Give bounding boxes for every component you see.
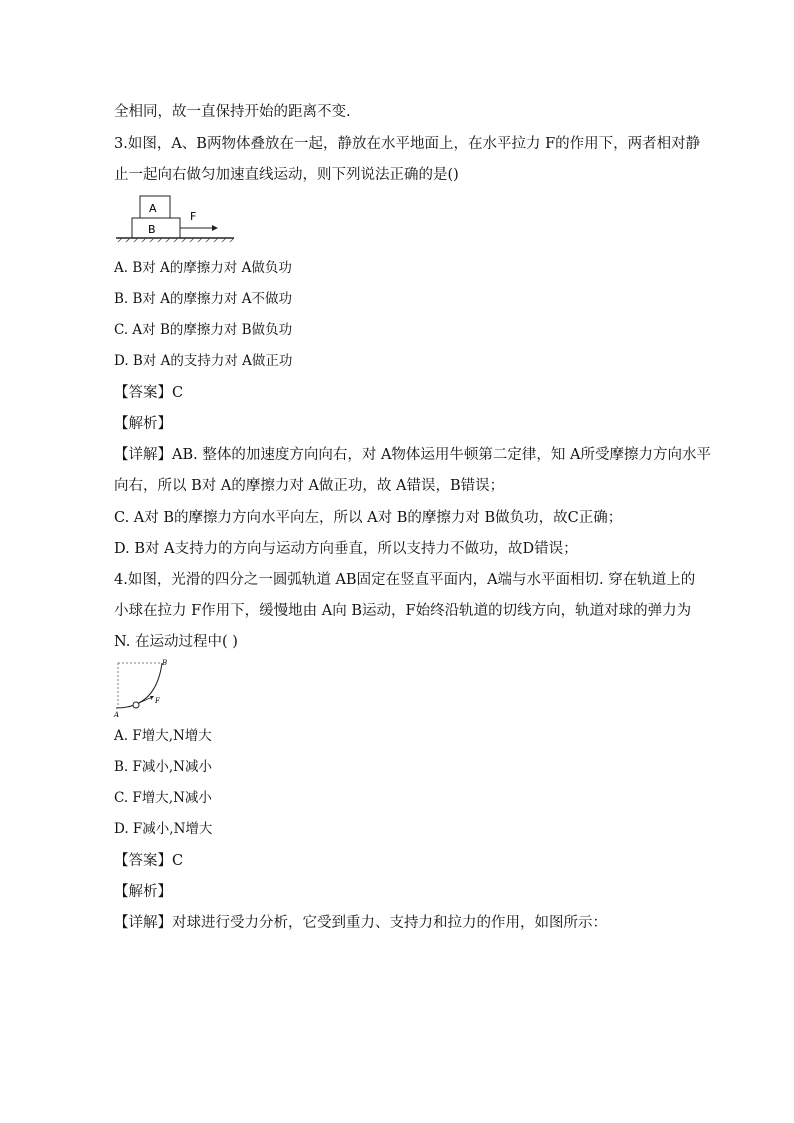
option-c: C. F增大,N减小 [114,790,212,806]
analysis-label: 【解析】 [114,416,172,432]
question-3-stem: 止一起向右做匀加速直线运动，则下列说法正确的是() [114,167,459,183]
question-4-stem: N. 在运动过程中( ) [114,634,238,650]
option-b: B. F减小,N减小 [114,759,212,775]
option-d: D. F减小,N增大 [114,821,213,837]
option-d: D. B对 A的支持力对 A做正功 [114,353,293,369]
answer-label: 【答案】C [114,853,184,869]
arc-track-figure [112,658,172,720]
option-a: A. B对 A的摩擦力对 A做负功 [114,260,292,276]
explanation-line: D. B对 A支持力的方向与运动方向垂直，所以支持力不做功，故D错误； [114,541,578,557]
option-a: A. F增大,N增大 [114,728,212,744]
explanation-line: 【详解】AB. 整体的加速度方向向右，对 A物体运用牛顿第二定律，知 A所受摩擦力方向水平 [114,447,712,463]
explanation-line: C. A对 B的摩擦力方向水平向左，所以 A对 B的摩擦力对 B做负功，故C正确； [114,510,623,526]
label-b: B [162,659,168,667]
text-line: 全相同，故一直保持开始的距离不变. [114,104,351,120]
explanation-line: 【详解】对球进行受力分析，它受到重力、支持力和拉力的作用，如图所示： [114,915,607,931]
label-f: F [155,697,160,705]
question-3-stem: 3.如图，A、B两物体叠放在一起，静放在水平地面上，在水平拉力 F的作用下，两者相对静 [114,136,701,152]
question-4-stem: 4.如图，光滑的四分之一圆弧轨道 AB固定在竖直平面内，A端与水平面相切. 穿在轨道上的 [114,572,696,588]
label-a: A [114,711,120,719]
explanation-line: 向右，所以 B对 A的摩擦力对 A做正功，故 A错误，B错误； [114,478,505,494]
label-f: F [190,210,197,223]
analysis-label: 【解析】 [114,884,172,900]
option-b: B. B对 A的摩擦力对 A不做功 [114,291,293,307]
option-c: C. A对 B的摩擦力对 B做负功 [114,322,293,338]
question-4-stem: 小球在拉力 F作用下，缓慢地由 A向 B运动，F始终沿轨道的切线方向，轨道对球的弹力为 [114,603,692,619]
blocks-figure [114,193,236,243]
label-a: A [149,202,157,215]
label-b: B [148,223,156,236]
answer-label: 【答案】C [114,385,184,401]
